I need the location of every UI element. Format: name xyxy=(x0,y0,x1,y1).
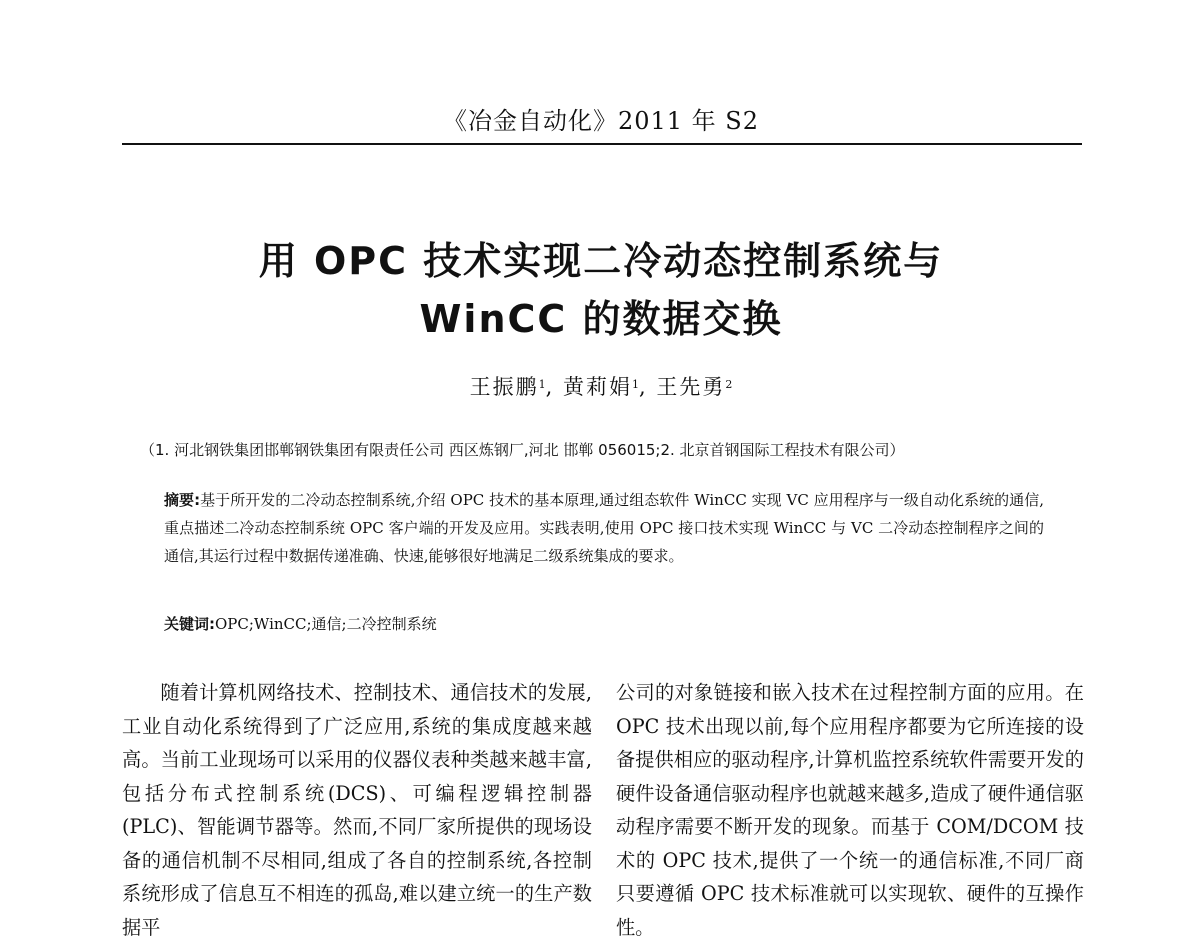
header-rule xyxy=(122,143,1082,145)
article-title xyxy=(120,232,1082,348)
keywords-label: 关键词: xyxy=(164,615,215,633)
keywords-text: OPC;WinCC;通信;二冷控制系统 xyxy=(215,615,437,633)
keywords xyxy=(164,610,1044,638)
author-separator: , xyxy=(545,375,555,399)
author-name: 黄莉娟 xyxy=(563,375,632,399)
abstract-label: 摘要: xyxy=(164,491,201,509)
body-paragraph: 公司的对象链接和嵌入技术在过程控制方面的应用。在 OPC 技术出现以前,每个应用程序都要为它所连接的设备提供相应的驱动程序,计算机监控系统软件需要开发的硬件设备通信驱动程序也就越来越多,造成了硬件通信驱动程序需要不断开发的现象。而基于 COM/DCOM 技术的 OPC 技术,提供了一个统一的通信标准,不同厂商只要遵循 OPC 技术标准就可以实现软、硬件的互操作性。 xyxy=(616,681,1084,939)
author-list xyxy=(120,372,1082,402)
body-column-left xyxy=(122,676,592,944)
author-affiliation-mark: 1 xyxy=(632,378,639,391)
body-column-right xyxy=(616,676,1084,944)
title-line-1: 用 OPC 技术实现二冷动态控制系统与 xyxy=(258,239,944,283)
affiliation: （1. 河北钢铁集团邯郸钢铁集团有限责任公司 西区炼钢厂,河北 邯郸 056015;2. 北京首钢国际工程技术有限公司） xyxy=(140,441,905,459)
body-paragraph: 随着计算机网络技术、控制技术、通信技术的发展,工业自动化系统得到了广泛应用,系统的集成度越来越高。当前工业现场可以采用的仪器仪表种类越来越丰富,包括分布式控制系统(DCS)、可编程逻辑控制器(PLC)、智能调节器等。然而,不同厂家所提供的现场设备的通信机制不尽相同,组成了各自的控制系统,各控制系统形成了信息互不相连的孤岛,难以建立统一的生产数据平 xyxy=(122,681,592,939)
author-name: 王振鹏 xyxy=(469,375,539,399)
title-line-2: WinCC 的数据交换 xyxy=(419,297,783,341)
abstract xyxy=(164,486,1044,570)
journal-header: 《冶金自动化》2011 年 S2 xyxy=(442,107,760,135)
author-separator: , xyxy=(639,375,648,399)
author-affiliation-mark: 1 xyxy=(538,378,546,391)
author-name: 王先勇 xyxy=(656,375,726,399)
abstract-text: 基于所开发的二冷动态控制系统,介绍 OPC 技术的基本原理,通过组态软件 WinCC 实现 VC 应用程序与一级自动化系统的通信,重点描述二冷动态控制系统 OPC 客户端的开发及应用。实践表明,使用 OPC 接口技术实现 WinCC 与 VC 二冷动态控制程序之间的通信,其运行过程中数据传递准确、快速,能够很好地满足二级系统集成的要求。 xyxy=(164,491,1045,565)
author-affiliation-mark: 2 xyxy=(725,378,733,391)
